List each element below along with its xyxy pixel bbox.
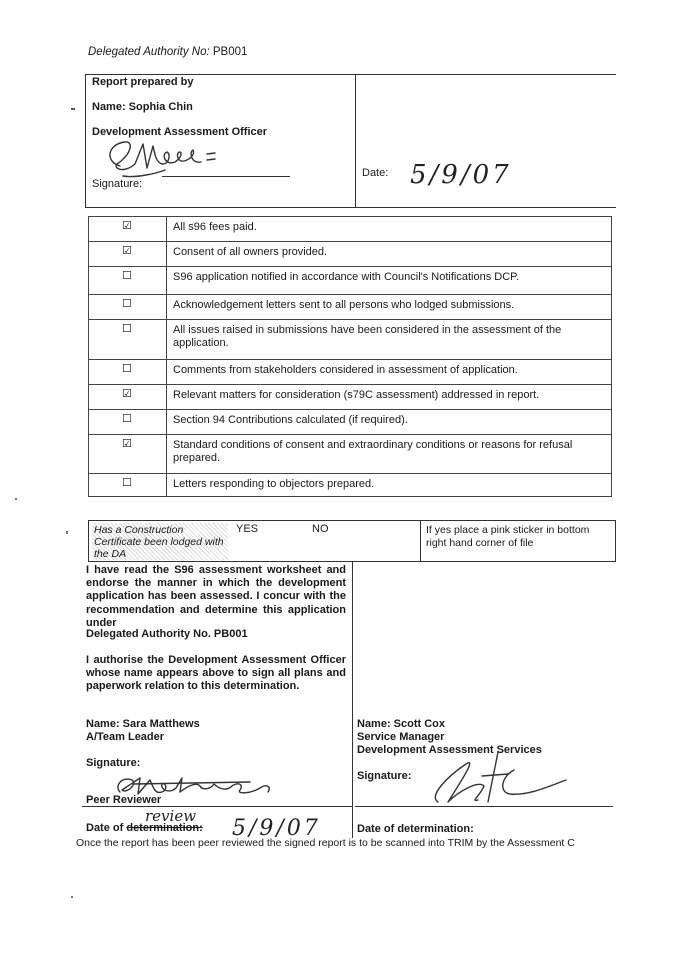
checklist-checkbox-cell [89,295,167,319]
checklist-row [88,384,612,409]
delegated-authority-value: PB001 [212,46,248,58]
hand-inserted-review: review [145,807,197,825]
team-leader-signature-label: Signature: [86,757,141,769]
service-manager-date-label: Date of determination: [357,823,474,835]
cc-note: If yes place a pink sticker in bottom right hand corner of file [426,524,590,549]
endorsement-para-1: I have read the S96 assessment worksheet and endorse the manner in which the development application has been assessed. I concur with the recommendation and determine this application under [86,564,346,629]
checklist-row [88,409,612,434]
preparer-date-handwritten: 5/9/07 [410,160,512,190]
checklist-row [88,434,612,473]
checklist-row [88,473,612,497]
checklist-row [88,241,612,266]
checked-box-icon: ☑ [122,437,132,450]
team-leader-date-handwritten: 5/9/07 [232,816,321,841]
checklist-checkbox-cell [89,410,167,434]
unchecked-box-icon: ☐ [122,412,132,425]
preparer-date-label: Date: [362,167,389,179]
checklist-row [88,294,612,319]
checklist-checkbox-cell [89,385,167,409]
scan-speck [15,498,17,500]
checklist-checkbox-cell [89,242,167,266]
checklist-checkbox-cell [89,435,167,473]
service-manager-role: Service Manager [357,731,445,743]
checklist-checkbox-cell [89,474,167,496]
checklist-item-text: All issues raised in submissions have been considered in the assessment of the application. [173,324,562,349]
footer-note: Once the report has been peer reviewed the signed report is to be scanned into TRIM by the Assessment C [76,837,575,849]
cc-no-option: NO [312,523,329,535]
checklist-row [88,319,612,359]
service-manager-signature-label: Signature: [357,770,412,782]
scan-speck [71,108,75,110]
checklist-item-text: Acknowledgement letters sent to all persons who lodged submissions. [173,299,515,311]
checklist-item-text: S96 application notified in accordance with Council's Notifications DCP. [173,271,520,283]
checklist-checkbox-cell [89,360,167,384]
scan-speck [66,531,68,534]
unchecked-box-icon: ☐ [122,322,132,335]
preparer-signature-label: Signature: [92,178,143,190]
unchecked-box-icon: ☐ [122,269,132,282]
checklist-checkbox-cell [89,320,167,359]
construction-certificate-question: Has a Construction Certificate been lodged with the DA [92,523,228,560]
team-leader-role: A/Team Leader [86,731,165,743]
service-manager-name: Name: Scott Cox [357,718,446,730]
unchecked-box-icon: ☐ [122,476,132,489]
preparer-name: Name: Sophia Chin [92,101,193,113]
team-leader-date: Date of determination: [86,822,203,834]
preparer-role: Development Assessment Officer [92,126,268,138]
checklist-item-text: Section 94 Contributions calculated (if required). [173,414,408,426]
unchecked-box-icon: ☐ [122,297,132,310]
checked-box-icon: ☑ [122,387,132,400]
peer-reviewer-label: Peer Reviewer [86,794,162,806]
checked-box-icon: ☑ [122,219,132,232]
team-leader-name: Name: Sara Matthews [86,718,200,730]
checklist-row [88,216,612,241]
report-prepared-heading: Report prepared by [92,76,194,88]
checklist-item-text: Comments from stakeholders considered in assessment of application. [173,364,518,376]
checklist-item-text: Consent of all owners provided. [173,246,328,258]
checklist-checkbox-cell [89,267,167,294]
checklist-item-text: Letters responding to objectors prepared. [173,478,375,490]
unchecked-box-icon: ☐ [122,362,132,375]
cc-yes-option: YES [236,523,259,535]
preparer-signature [95,134,235,184]
checklist-item-text: Relevant matters for consideration (s79C assessment) addressed in report. [173,389,540,401]
checklist-row [88,359,612,384]
checked-box-icon: ☑ [122,244,132,257]
struck-determination: determination: [126,822,203,834]
checklist-item-text: Standard conditions of consent and extraordinary conditions or reasons for refusal prepared. [173,439,573,464]
checklist-checkbox-cell [89,217,167,241]
endorsement-delegated-authority: Delegated Authority No. PB001 [86,628,248,640]
checklist-item-text: All s96 fees paid. [173,221,257,233]
delegated-authority-label: Delegated Authority No: [88,46,210,58]
service-manager-signature [418,746,578,816]
endorsement-para-2: I authorise the Development Assessment Officer whose name appears above to sign all plans and paperwork relation to this determination. [86,654,346,693]
service-manager-dept: Development Assessment Services [357,744,542,756]
checklist-row [88,266,612,294]
delegated-authority-line [88,46,247,58]
scan-speck [71,896,73,898]
